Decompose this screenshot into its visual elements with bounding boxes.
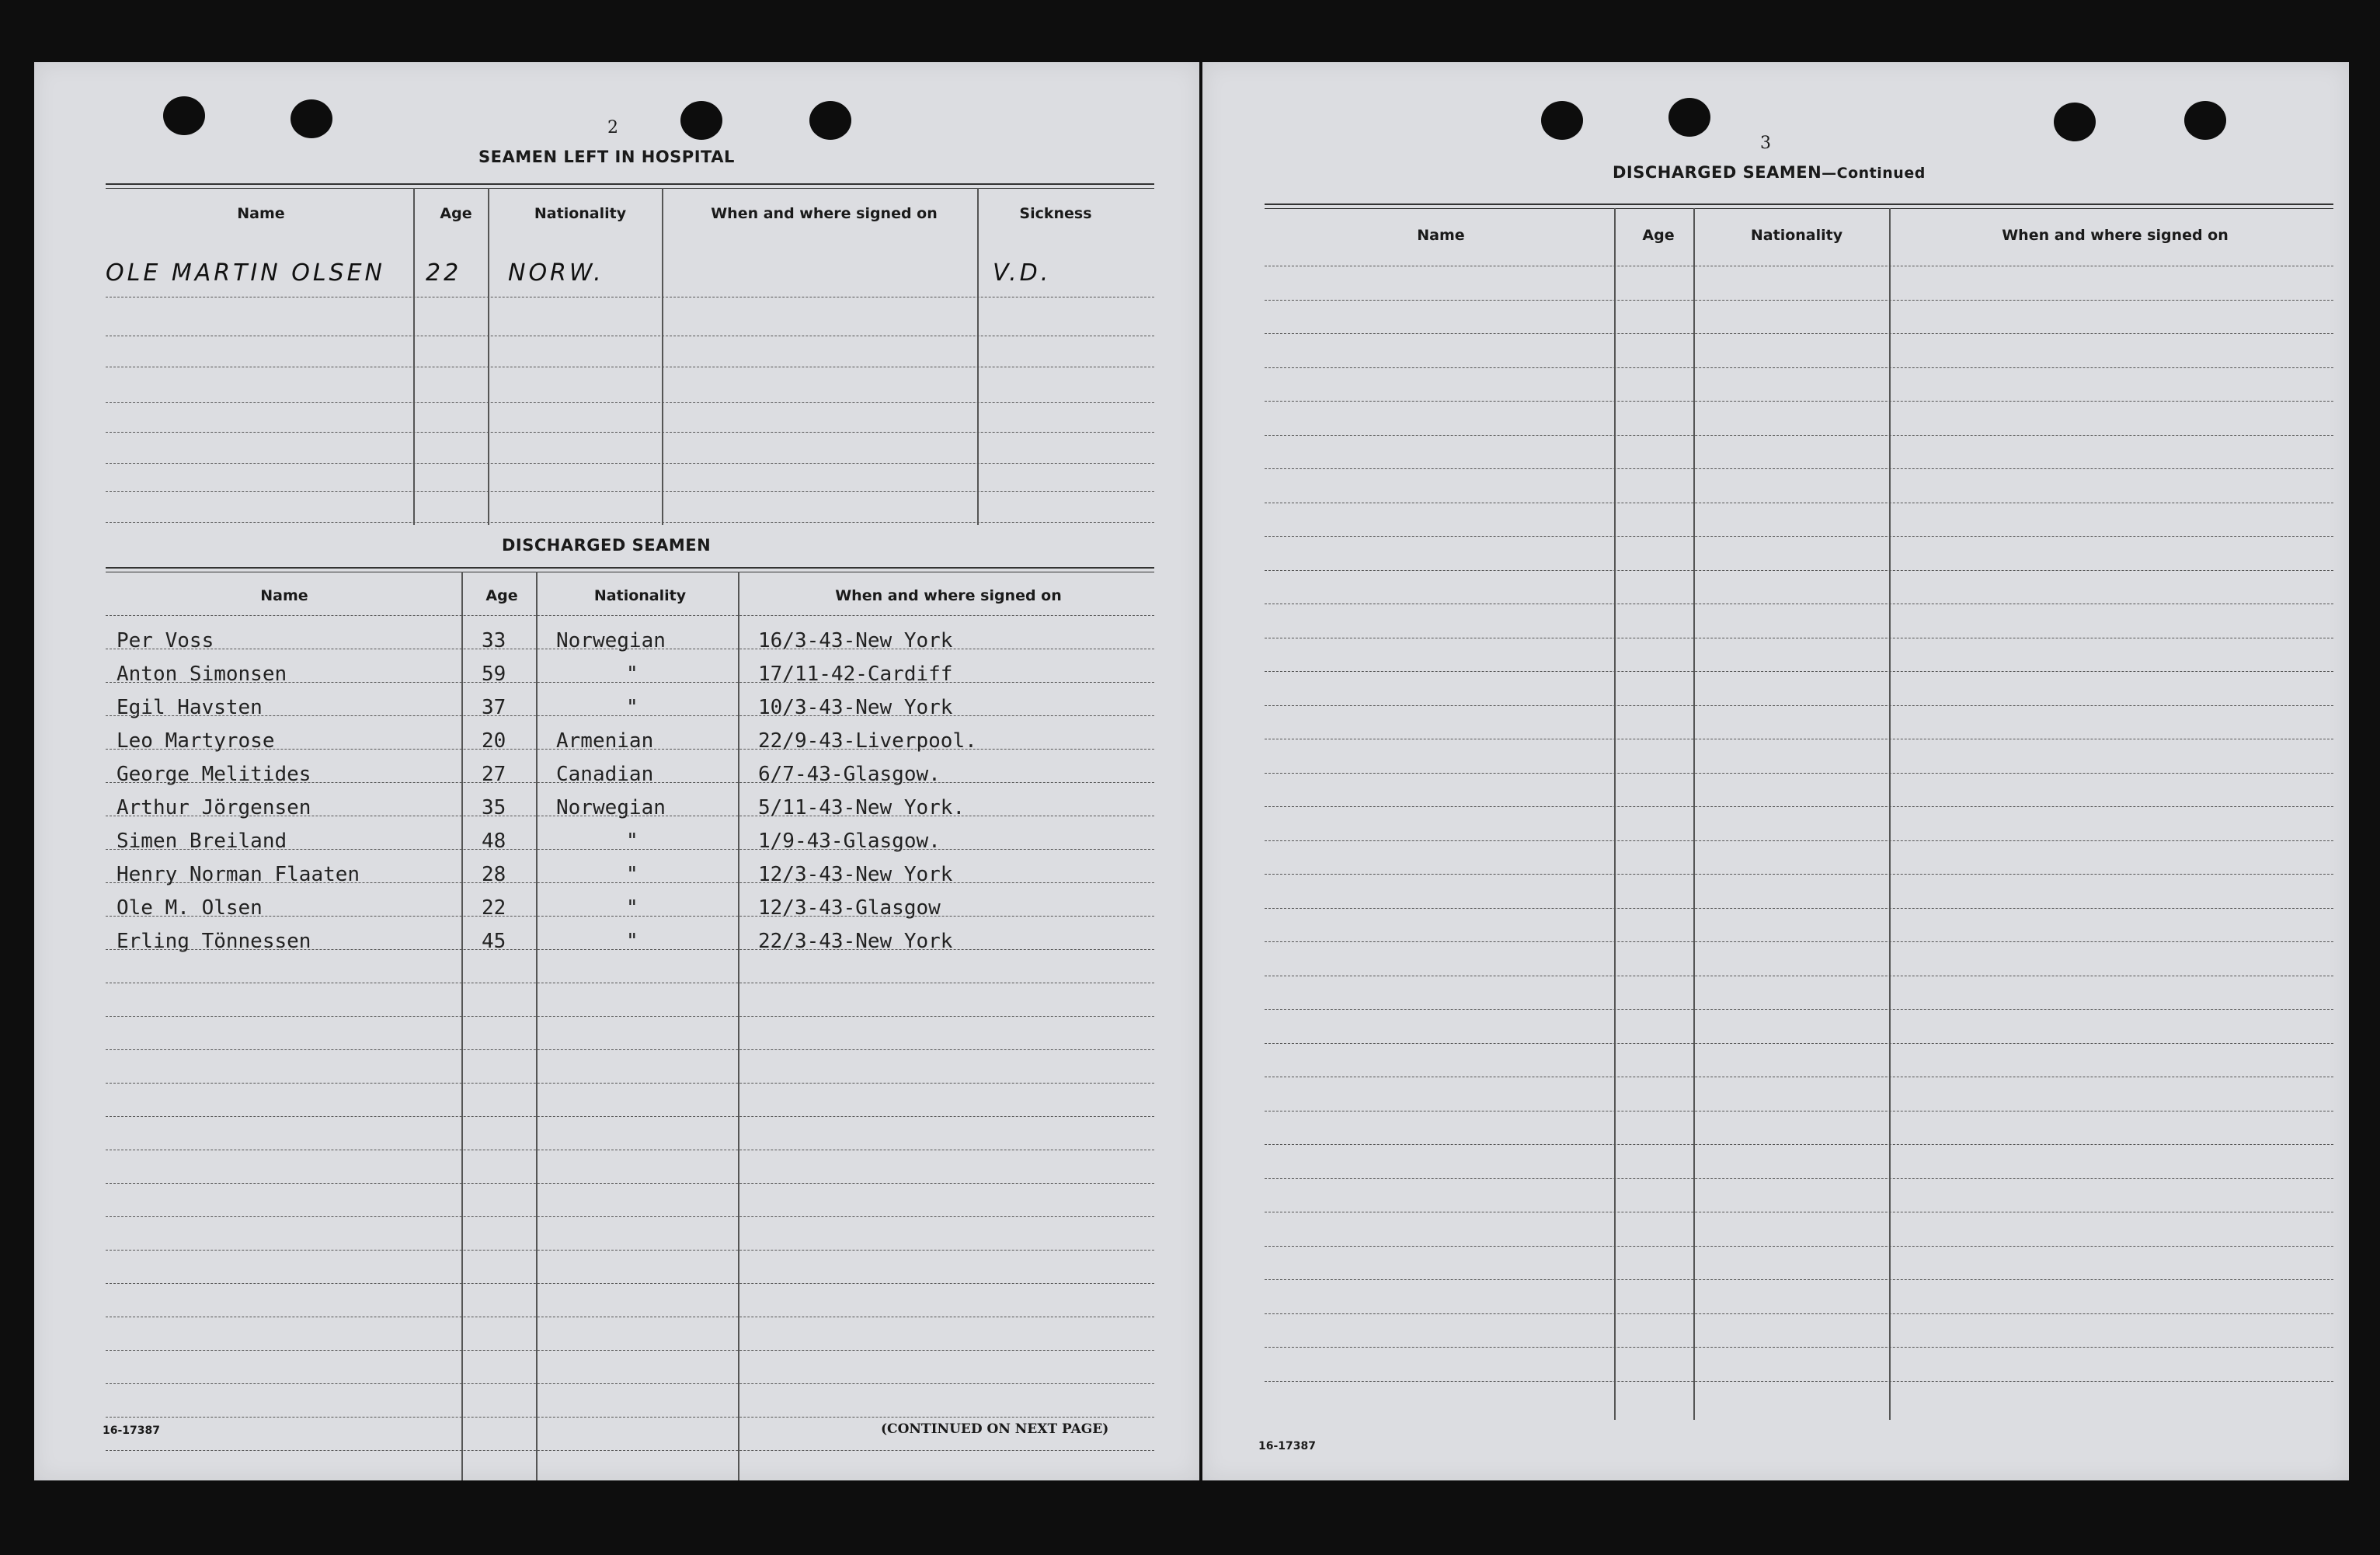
- column-header-name: Name: [260, 587, 308, 604]
- table-row: [106, 863, 1154, 896]
- table-rule: [1265, 705, 2333, 706]
- hospital-sickness: V.D.: [993, 259, 1052, 287]
- seaman-nationality: ": [626, 663, 638, 686]
- column-header-name: Name: [237, 205, 285, 222]
- table-rule: [1265, 401, 2333, 402]
- seaman-name: Erling Tönnessen: [117, 930, 311, 953]
- table-rule: [1265, 1347, 2333, 1348]
- punch-hole: [809, 101, 851, 140]
- page-number: 2: [607, 118, 618, 137]
- punch-hole: [2184, 101, 2226, 140]
- hospital-age: 22: [426, 259, 462, 287]
- seaman-name: Leo Martyrose: [117, 729, 275, 753]
- punch-hole: [291, 99, 332, 138]
- seaman-nationality: Armenian: [556, 729, 654, 753]
- table-row: [106, 930, 1154, 962]
- table-rule: [106, 1350, 1154, 1351]
- seaman-nationality: Norwegian: [556, 796, 666, 819]
- table-rule: [106, 1250, 1154, 1251]
- table-rule: [1265, 536, 2333, 537]
- table-rule: [106, 1083, 1154, 1084]
- punch-hole: [163, 96, 205, 135]
- column-header-signed-on: When and where signed on: [835, 587, 1062, 604]
- seaman-name: Ole M. Olsen: [117, 896, 263, 920]
- column-header-age: Age: [485, 587, 518, 604]
- table-rule: [1265, 874, 2333, 875]
- seaman-name: George Melitides: [117, 763, 311, 786]
- column-header-age: Age: [1642, 227, 1675, 244]
- hospital-section-title: SEAMEN LEFT IN HOSPITAL: [478, 148, 735, 166]
- table-rule: [106, 1049, 1154, 1050]
- seaman-signed-on: 22/3-43-New York: [758, 930, 953, 953]
- table-rule: [1265, 1009, 2333, 1010]
- seaman-signed-on: 6/7-43-Glasgow.: [758, 763, 941, 786]
- table-rule: [1265, 1279, 2333, 1280]
- punch-hole: [1541, 101, 1583, 140]
- column-header-name: Name: [1417, 227, 1465, 244]
- table-rule: [106, 1283, 1154, 1284]
- discharged-continued-table: [1265, 204, 2333, 1490]
- table-rule: [106, 1216, 1154, 1217]
- seaman-age: 59: [482, 663, 506, 686]
- table-row: [106, 763, 1154, 795]
- table-rule: [106, 1383, 1154, 1384]
- seaman-nationality: Canadian: [556, 763, 654, 786]
- table-rule: [1265, 908, 2333, 909]
- table-rule: [106, 1183, 1154, 1184]
- hospital-nationality: NORW.: [508, 259, 604, 287]
- left-page: [34, 62, 1199, 1480]
- seaman-name: Arthur Jörgensen: [117, 796, 311, 819]
- hospital-row: [106, 259, 1154, 292]
- table-rule: [106, 1450, 1154, 1451]
- column-header-signed-on: When and where signed on: [711, 205, 938, 222]
- column-header-nationality: Nationality: [593, 587, 687, 604]
- seaman-signed-on: 12/3-43-Glasgow: [758, 896, 941, 920]
- table-rule: [106, 1116, 1154, 1117]
- table-rule: [1265, 1246, 2333, 1247]
- seaman-signed-on: 5/11-43-New York.: [758, 796, 966, 819]
- table-row: [106, 696, 1154, 729]
- continued-section-title: [1613, 163, 1926, 182]
- table-row: [106, 629, 1154, 662]
- punch-hole: [680, 101, 722, 140]
- right-page: [1202, 62, 2349, 1480]
- seaman-age: 33: [482, 629, 506, 652]
- seaman-name: Anton Simonsen: [117, 663, 287, 686]
- continued-title-main: DISCHARGED SEAMEN: [1613, 163, 1822, 182]
- seaman-age: 48: [482, 830, 506, 853]
- table-rule: [1265, 840, 2333, 841]
- table-rule: [1265, 1144, 2333, 1145]
- column-header-sickness: Sickness: [1019, 205, 1092, 222]
- table-row: [106, 796, 1154, 829]
- table-row: [106, 896, 1154, 929]
- seaman-signed-on: 16/3-43-New York: [758, 629, 953, 652]
- table-rule: [1265, 300, 2333, 301]
- seaman-name: Henry Norman Flaaten: [117, 863, 360, 886]
- table-rule: [106, 1016, 1154, 1017]
- seaman-signed-on: 17/11-42-Cardiff: [758, 663, 953, 686]
- seaman-signed-on: 12/3-43-New York: [758, 863, 953, 886]
- seaman-age: 28: [482, 863, 506, 886]
- seaman-nationality: ": [626, 696, 638, 719]
- table-rule: [1265, 367, 2333, 368]
- seaman-nationality: ": [626, 830, 638, 853]
- page-number: 3: [1760, 134, 1771, 153]
- hospital-table: [106, 183, 1154, 525]
- seaman-age: 20: [482, 729, 506, 753]
- table-rule: [106, 615, 1154, 616]
- table-row: [106, 830, 1154, 862]
- table-rule: [1265, 1381, 2333, 1382]
- form-number: 16-17387: [1258, 1440, 1316, 1452]
- discharged-table: [106, 567, 1154, 1480]
- column-header-age: Age: [440, 205, 472, 222]
- column-header-nationality: Nationality: [534, 205, 627, 222]
- column-header-nationality: Nationality: [1750, 227, 1843, 244]
- seaman-age: 22: [482, 896, 506, 920]
- table-row: [106, 663, 1154, 695]
- seaman-nationality: Norwegian: [556, 629, 666, 652]
- seaman-age: 35: [482, 796, 506, 819]
- seaman-signed-on: 1/9-43-Glasgow.: [758, 830, 941, 853]
- seaman-name: Simen Breiland: [117, 830, 287, 853]
- table-rule: [1265, 435, 2333, 436]
- seaman-signed-on: 22/9-43-Liverpool.: [758, 729, 977, 753]
- form-number: 16-17387: [103, 1425, 160, 1437]
- seaman-nationality: ": [626, 896, 638, 920]
- punch-hole: [2054, 103, 2096, 141]
- table-rule: [1265, 1043, 2333, 1044]
- table-rule: [1265, 1313, 2333, 1314]
- seaman-name: Egil Havsten: [117, 696, 263, 719]
- seaman-age: 37: [482, 696, 506, 719]
- punch-hole: [1668, 98, 1710, 137]
- seaman-signed-on: 10/3-43-New York: [758, 696, 953, 719]
- seaman-name: Per Voss: [117, 629, 214, 652]
- table-rule: [1265, 333, 2333, 334]
- seaman-age: 27: [482, 763, 506, 786]
- table-rule: [1265, 1178, 2333, 1179]
- table-rule: [1265, 773, 2333, 774]
- continued-note: (CONTINUED ON NEXT PAGE): [881, 1421, 1109, 1437]
- discharged-section-title: DISCHARGED SEAMEN: [502, 536, 712, 555]
- hospital-name: OLE MARTIN OLSEN: [106, 259, 385, 287]
- seaman-age: 45: [482, 930, 506, 953]
- continued-title-suffix: —Continued: [1822, 165, 1926, 182]
- table-rule: [1265, 570, 2333, 571]
- table-rule: [1265, 806, 2333, 807]
- table-row: [106, 729, 1154, 762]
- table-rule: [106, 1417, 1154, 1418]
- column-header-signed-on: When and where signed on: [2002, 227, 2229, 244]
- seaman-nationality: ": [626, 930, 638, 953]
- table-rule: [1265, 941, 2333, 942]
- table-rule: [1265, 671, 2333, 672]
- seaman-nationality: ": [626, 863, 638, 886]
- table-rule: [1265, 468, 2333, 469]
